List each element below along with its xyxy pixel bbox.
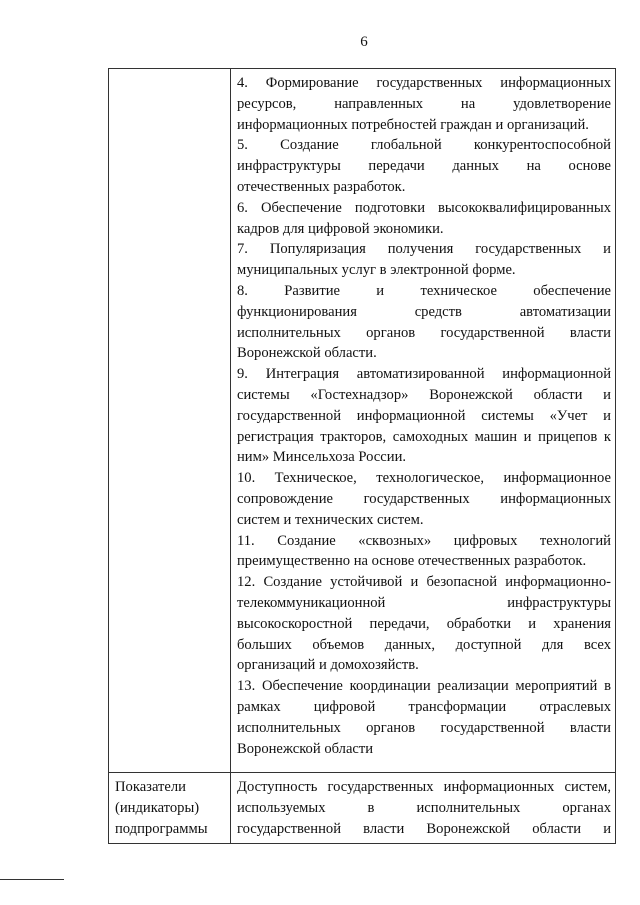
- task-item: [237, 676, 611, 759]
- indicators-label-line: (индикаторы): [115, 799, 200, 816]
- task-item-line: инфраструктуры передачи данных на основе: [237, 158, 611, 175]
- task-item-line: преимущественно на основе отечественных разработок.: [237, 553, 587, 570]
- indicators-label-line: подпрограммы: [115, 820, 208, 837]
- task-item: [237, 239, 611, 281]
- task-item-line: 7. Популяризация получения государственных и: [237, 241, 611, 258]
- task-item-line: сопровождение государственных информационных: [237, 490, 611, 507]
- indicators-text-line: Доступность государственных информационных систем,: [237, 779, 611, 795]
- task-item: [237, 364, 611, 468]
- task-item: [237, 73, 611, 135]
- footnote-rule: [0, 879, 64, 880]
- row-divider: [109, 772, 615, 773]
- task-item-line: больших объемов данных, доступной для всех: [237, 636, 611, 653]
- indicators-label-line: Показатели: [115, 779, 186, 795]
- task-item-line: 5. Создание глобальной конкурентоспособной: [237, 137, 611, 154]
- indicators-text-line: используемых в исполнительных органах: [237, 799, 611, 816]
- task-item-line: ним» Минсельхоза России.: [237, 449, 407, 466]
- task-item-line: рамках цифровой трансформации отраслевых: [237, 698, 611, 715]
- task-item-line: кадров для цифровой экономики.: [237, 220, 444, 237]
- task-item-line: 6. Обеспечение подготовки высококвалифицированных: [237, 199, 611, 216]
- task-item-line: исполнительных органов государственной власти: [237, 719, 611, 736]
- task-item-line: Воронежской области.: [237, 345, 377, 362]
- task-item: [237, 572, 611, 676]
- task-item-line: муниципальных услуг в электронной форме.: [237, 262, 516, 279]
- task-item-line: функционирования средств автоматизации: [237, 303, 611, 320]
- task-item: [237, 468, 611, 530]
- task-item: [237, 135, 611, 197]
- task-item-line: 12. Создание устойчивой и безопасной информационно-: [237, 574, 611, 591]
- program-table: [108, 68, 616, 844]
- task-item-line: телекоммуникационной инфраструктуры: [237, 594, 611, 611]
- task-item-line: Воронежской области: [237, 740, 374, 757]
- task-item: [237, 531, 611, 573]
- task-item-line: 9. Интеграция автоматизированной информационной: [237, 366, 611, 383]
- task-item-line: 13. Обеспечение координации реализации мероприятий в: [237, 678, 611, 695]
- task-item-line: регистрация тракторов, самоходных машин и прицепов к: [237, 428, 611, 445]
- task-item-line: государственной информационной системы «Учет и: [237, 407, 611, 424]
- task-item: [237, 281, 611, 364]
- indicators-text-line: государственной власти Воронежской области и: [237, 820, 611, 837]
- task-item-line: организаций и домохозяйств.: [237, 657, 419, 674]
- task-item-line: системы «Гостехнадзор» Воронежской области и: [237, 386, 611, 403]
- task-item-line: систем и технических систем.: [237, 511, 424, 528]
- column-divider: [230, 69, 231, 843]
- task-item-line: ресурсов, направленных на удовлетворение: [237, 95, 611, 112]
- task-item-line: отечественных разработок.: [237, 178, 406, 195]
- indicators-label: [115, 777, 225, 839]
- indicators-text: [237, 777, 611, 839]
- task-item-line: 8. Развитие и техническое обеспечение: [237, 282, 611, 299]
- task-item: [237, 198, 611, 240]
- task-item-line: информационных потребностей граждан и организаций.: [237, 116, 589, 133]
- task-item-line: исполнительных органов государственной власти: [237, 324, 611, 341]
- task-item-line: высокоскоростной передачи, обработки и хранения: [237, 615, 611, 632]
- tasks-list: [237, 73, 611, 759]
- task-item-line: 4. Формирование государственных информационных: [237, 75, 611, 91]
- task-item-line: 10. Техническое, технологическое, информационное: [237, 470, 611, 487]
- task-item-line: 11. Создание «сквозных» цифровых технологий: [237, 532, 611, 549]
- page-number: 6: [360, 34, 368, 50]
